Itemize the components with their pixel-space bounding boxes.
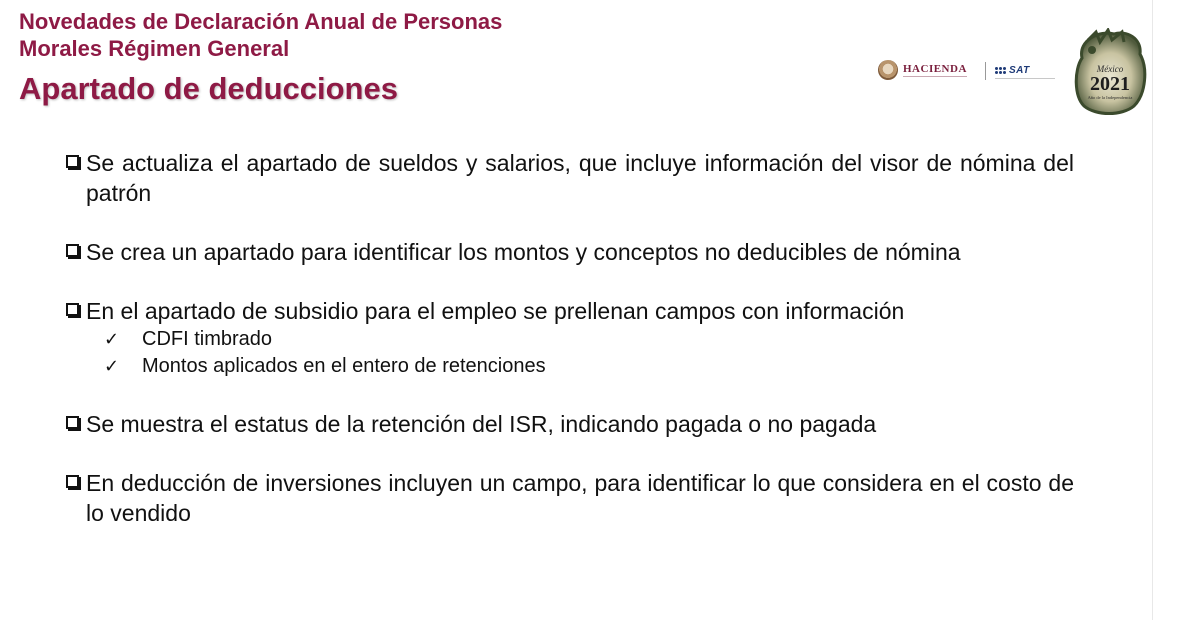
- year-caption: Año de la Independencia: [1087, 95, 1133, 100]
- sub-item: [104, 326, 1074, 353]
- logo-separator: [985, 62, 986, 80]
- sub-item: [104, 353, 1074, 380]
- national-seal-icon: [878, 60, 898, 80]
- sat-underline: [995, 78, 1055, 79]
- checkbox-square-icon: [66, 155, 79, 168]
- mexico-2021-emblem: [1070, 28, 1148, 116]
- bullet-item: [66, 468, 1074, 528]
- slide-title: Apartado de deducciones: [19, 71, 398, 106]
- bullet-item: [66, 296, 1074, 326]
- bullet-text: Se muestra el estatus de la retención del ISR, indicando pagada o no pagada: [86, 411, 877, 437]
- bullet-text: Se actualiza el apartado de sueldos y salarios, que incluye información del visor de nómina del patrón: [86, 150, 1074, 206]
- checkbox-square-icon: [66, 475, 79, 488]
- year-label: 2021: [1090, 73, 1130, 95]
- sat-dots-icon: [995, 67, 1007, 75]
- institutional-logos: [878, 28, 1148, 118]
- checkbox-square-icon: [66, 416, 79, 429]
- hacienda-logo: [878, 60, 967, 80]
- bullet-list: [66, 148, 1074, 528]
- sat-label: SAT: [1009, 65, 1030, 76]
- bullet-text: En el apartado de subsidio para el empleo se prellenan campos con información: [86, 298, 905, 324]
- bullet-item: [66, 409, 1074, 439]
- checkmark-icon: ✓: [104, 356, 120, 376]
- mexico-label: México: [1096, 64, 1124, 74]
- checkmark-icon: ✓: [104, 329, 120, 349]
- slide-subtitle: Novedades de Declaración Anual de Personas Morales Régimen General: [19, 9, 503, 61]
- hacienda-label: HACIENDA: [903, 63, 967, 75]
- bullet-item: [66, 237, 1074, 267]
- bullet-text: En deducción de inversiones incluyen un campo, para identificar lo que considera en el costo de lo vendido: [86, 470, 1074, 526]
- bullet-item: [66, 148, 1074, 208]
- checkbox-square-icon: [66, 303, 79, 316]
- checkbox-square-icon: [66, 244, 79, 257]
- bullet-text: Se crea un apartado para identificar los montos y conceptos no deducibles de nómina: [86, 239, 961, 265]
- sub-item-text: Montos aplicados en el entero de retenciones: [142, 355, 546, 377]
- sub-item-text: CDFI timbrado: [142, 328, 273, 350]
- page-edge-divider: [1152, 0, 1153, 620]
- sat-logo: [995, 65, 1030, 76]
